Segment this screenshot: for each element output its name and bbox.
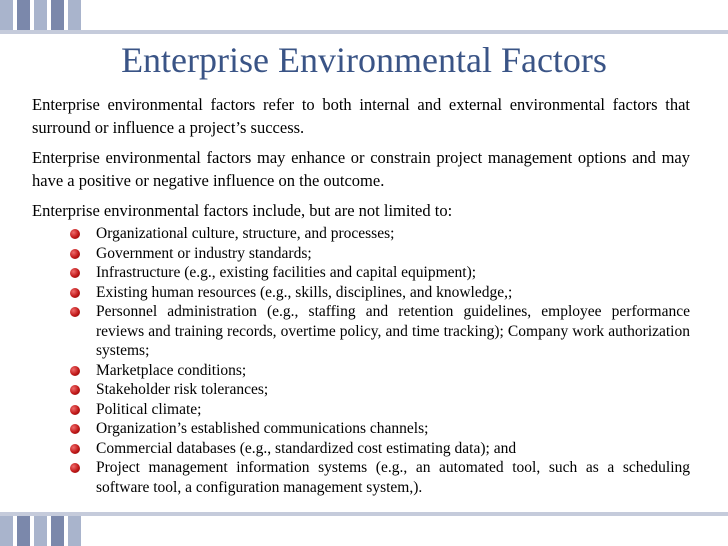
bullet-icon xyxy=(70,288,80,298)
list-item xyxy=(96,224,690,244)
list-item-text: Infrastructure (e.g., existing facilities and capital equipment); xyxy=(96,264,477,281)
bullet-icon xyxy=(70,268,80,278)
list-item-text: Personnel administration (e.g., staffing and retention guidelines, employee performance reviews and training records, overtime policy, and time tracking); Company work authorization systems; xyxy=(96,303,690,359)
bullet-icon xyxy=(70,307,80,317)
list-item xyxy=(96,361,690,381)
bullet-icon xyxy=(70,366,80,376)
decoration-block xyxy=(17,0,30,30)
bullet-icon xyxy=(70,444,80,454)
list-item-text: Organizational culture, structure, and processes; xyxy=(96,225,395,242)
top-divider xyxy=(0,30,728,34)
list-item xyxy=(96,244,690,264)
factor-list xyxy=(32,224,690,497)
list-item-text: Project management information systems (e.g., an automated tool, such as a scheduling software tool, a configuration management system,). xyxy=(96,459,690,496)
decoration-block xyxy=(34,0,47,30)
decoration-block xyxy=(68,0,81,30)
list-item-text: Government or industry standards; xyxy=(96,244,312,262)
bullet-icon xyxy=(70,249,80,259)
decoration-block xyxy=(0,516,13,546)
bullet-icon xyxy=(70,405,80,415)
decoration-block xyxy=(68,516,81,546)
list-item xyxy=(96,302,690,361)
slide-title: Enterprise Environmental Factors xyxy=(121,40,607,80)
decoration-block xyxy=(0,0,13,30)
list-item xyxy=(96,263,690,283)
list-item xyxy=(96,439,690,459)
list-item-text: Stakeholder risk tolerances; xyxy=(96,381,269,398)
list-item xyxy=(96,380,690,400)
top-decoration xyxy=(0,0,81,30)
decoration-block xyxy=(34,516,47,546)
decoration-block xyxy=(51,516,64,546)
paragraph-definition: Enterprise environmental factors refer to both internal and external environmental factors that surround or influence a project’s success. xyxy=(32,95,690,137)
bullet-icon xyxy=(70,463,80,473)
bullet-icon xyxy=(70,385,80,395)
decoration-block xyxy=(51,0,64,30)
list-item xyxy=(96,400,690,420)
bottom-decoration xyxy=(0,516,81,546)
list-item xyxy=(96,283,690,303)
list-intro: Enterprise environmental factors include, but are not limited to: xyxy=(32,201,453,220)
list-item-text: Organization’s established communications channels; xyxy=(96,420,429,437)
bullet-icon xyxy=(70,229,80,239)
list-item xyxy=(96,458,690,497)
paragraph-influence: Enterprise environmental factors may enhance or constrain project management options and may have a positive or negative influence on the outcome. xyxy=(32,148,690,190)
slide-body xyxy=(32,93,690,497)
list-item-text: Marketplace conditions; xyxy=(96,361,247,379)
list-item-text: Existing human resources (e.g., skills, disciplines, and knowledge,; xyxy=(96,283,513,301)
list-item-text: Political climate; xyxy=(96,400,202,418)
bullet-icon xyxy=(70,424,80,434)
list-item xyxy=(96,419,690,439)
list-item-text: Commercial databases (e.g., standardized cost estimating data); and xyxy=(96,439,517,457)
bottom-divider xyxy=(0,512,728,516)
decoration-block xyxy=(17,516,30,546)
